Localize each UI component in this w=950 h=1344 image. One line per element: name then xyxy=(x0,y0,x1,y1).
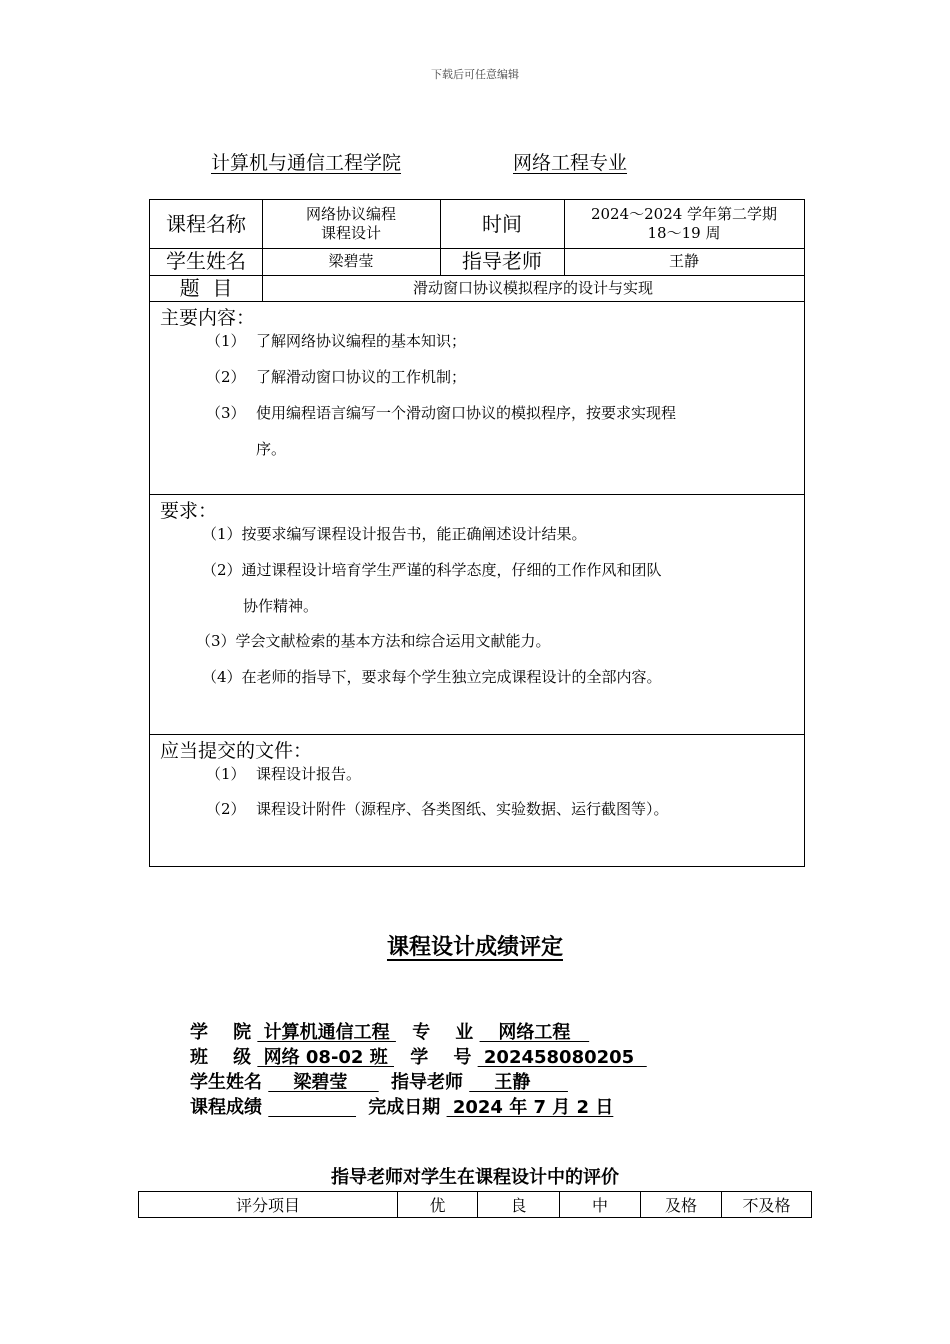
completion-date-label: 完成日期 xyxy=(368,1097,441,1118)
info-row-student xyxy=(190,1068,568,1094)
content-item-text: 了解滑动窗口协议的工作机制； xyxy=(256,368,467,386)
time-label: 时间 xyxy=(482,211,522,236)
submission-files-title: 应当提交的文件： xyxy=(160,740,313,762)
table-rule xyxy=(150,494,804,495)
info-row-grade xyxy=(190,1093,613,1119)
advisor-label: 指导老师 xyxy=(462,249,542,273)
table-rule xyxy=(150,301,804,302)
grade-table xyxy=(138,1191,812,1218)
requirement-item: （2）通过课程设计培育学生严谨的科学态度，仔细的工作作风和团队 xyxy=(202,561,662,579)
watermark-text: 下载后可任意编辑 xyxy=(431,68,519,81)
grade-header-fail: 不及格 xyxy=(742,1196,791,1215)
info-row-college xyxy=(190,1018,589,1044)
student-name-value: 梁碧莹 xyxy=(328,252,374,271)
file-item-text: 课程设计报告。 xyxy=(256,765,362,783)
requirements-title: 要求： xyxy=(160,500,218,522)
content-item-continuation: 序。 xyxy=(256,440,287,458)
student-id-label: 学 号 xyxy=(410,1047,472,1068)
completion-date-value: 2024 年 7 月 2 日 xyxy=(446,1097,614,1118)
course-info-table xyxy=(149,199,805,867)
student-name-label: 学生姓名 xyxy=(190,1072,262,1093)
course-name-label: 课程名称 xyxy=(166,211,246,236)
course-name-line1: 网络协议编程 xyxy=(305,205,396,224)
advisor-value: 王静 xyxy=(668,252,699,271)
school-name: 计算机与通信工程学院 xyxy=(211,152,402,174)
grade-header-medium: 中 xyxy=(560,1192,641,1217)
student-name-value: 梁碧莹 xyxy=(268,1072,379,1093)
advisor-value: 王静 xyxy=(469,1072,568,1093)
course-grade-label: 课程成绩 xyxy=(190,1097,262,1118)
college-label: 学 院 xyxy=(190,1022,252,1043)
file-item-num: （2） xyxy=(206,800,246,818)
evaluation-title: 课程设计成绩评定 xyxy=(386,935,563,960)
content-item-num: （1） xyxy=(206,332,246,350)
content-item-num: （2） xyxy=(206,368,246,386)
requirement-item: （4）在老师的指导下，要求每个学生独立完成课程设计的全部内容。 xyxy=(202,668,662,686)
major-value: 网络工程 xyxy=(479,1022,590,1043)
time-value-line1: 2024～2024 学年第二学期 xyxy=(590,205,778,224)
student-name-label: 学生姓名 xyxy=(166,249,246,273)
college-value: 计算机通信工程 xyxy=(257,1022,396,1043)
class-value: 网络 08-02 班 xyxy=(257,1047,394,1068)
course-name-value xyxy=(262,200,440,248)
advisor-evaluation-title: 指导老师对学生在课程设计中的评价 xyxy=(331,1167,619,1188)
requirement-item: （1）按要求编写课程设计报告书，能正确阐述设计结果。 xyxy=(202,525,587,543)
grade-header-excellent: 优 xyxy=(398,1192,478,1217)
major-label: 专 业 xyxy=(412,1022,474,1043)
course-grade-value xyxy=(268,1097,356,1118)
main-content-title: 主要内容： xyxy=(160,307,256,329)
time-value xyxy=(564,200,804,248)
course-name-line2: 课程设计 xyxy=(320,224,381,242)
table-rule xyxy=(150,734,804,735)
class-label: 班 级 xyxy=(190,1047,252,1068)
grade-header-item: 评分项目 xyxy=(139,1192,398,1217)
major-name: 网络工程专业 xyxy=(513,152,628,174)
topic-value: 滑动窗口协议模拟程序的设计与实现 xyxy=(412,278,653,297)
student-id-value: 202458080205 xyxy=(477,1047,647,1068)
content-item-text: 了解网络协议编程的基本知识； xyxy=(256,332,467,350)
grade-header-good: 良 xyxy=(478,1192,560,1217)
requirement-item: （3）学会文献检索的基本方法和综合运用文献能力。 xyxy=(196,632,551,650)
grade-header-pass: 及格 xyxy=(641,1192,722,1217)
topic-label: 题 目 xyxy=(179,275,233,300)
time-value-line2: 18～19 周 xyxy=(647,224,721,242)
file-item-num: （1） xyxy=(206,765,246,783)
requirement-item-continuation: 协作精神。 xyxy=(243,597,319,615)
content-item-text: 使用编程语言编写一个滑动窗口协议的模拟程序，按要求实现程 xyxy=(256,404,677,422)
advisor-label: 指导老师 xyxy=(390,1072,463,1093)
info-row-class xyxy=(190,1043,647,1069)
content-item-num: （3） xyxy=(206,404,246,422)
file-item-text: 课程设计附件（源程序、各类图纸、实验数据、运行截图等）。 xyxy=(256,800,669,818)
